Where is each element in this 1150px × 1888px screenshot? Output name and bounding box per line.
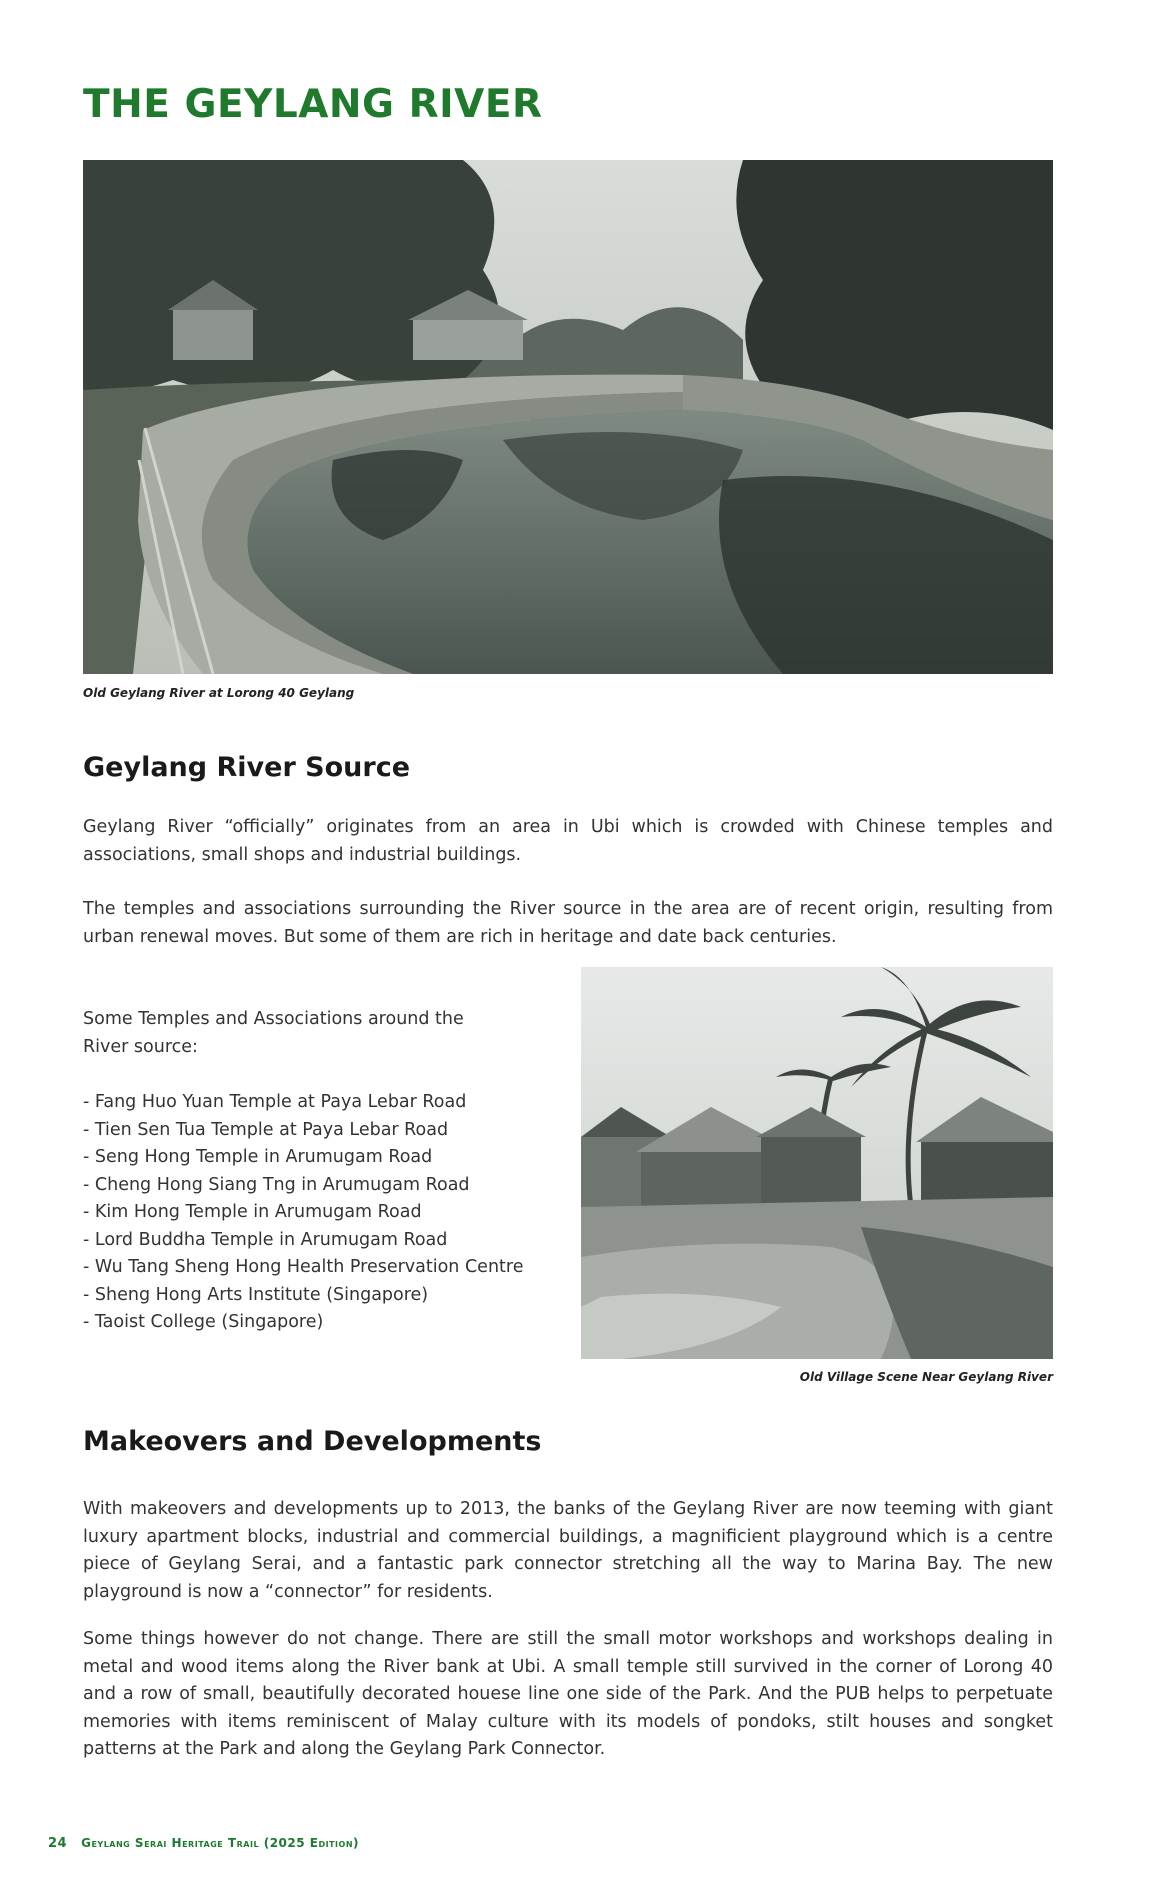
photo-village-caption: Old Village Scene Near Geylang River	[799, 1370, 1053, 1384]
list-item: - Wu Tang Sheng Hong Health Preservation Centre	[83, 1254, 553, 1282]
list-item: - Taoist College (Singapore)	[83, 1309, 553, 1337]
list-item: - Sheng Hong Arts Institute (Singapore)	[83, 1282, 553, 1310]
footer-title: Geylang Serai Heritage Trail (2025 Edition)	[81, 1836, 360, 1850]
list-item: - Fang Huo Yuan Temple at Paya Lebar Road	[83, 1089, 553, 1117]
section-heading-makeovers: Makeovers and Developments	[83, 1426, 542, 1457]
photo-main-caption: Old Geylang River at Lorong 40 Geylang	[83, 686, 355, 700]
paragraph: The temples and associations surrounding the River source in the area are of recent origin, resulting from urban renewal moves. But some of them are rich in heritage and date back centuries.	[83, 899, 1053, 947]
section-heading-river-source: Geylang River Source	[83, 752, 411, 783]
paragraph: Geylang River “officially” originates from an area in Ubi which is crowded with Chinese temples and associations, small shops and industrial buildings.	[83, 817, 1053, 865]
page-title: THE GEYLANG RIVER	[83, 82, 543, 127]
list-item: - Seng Hong Temple in Arumugam Road	[83, 1144, 553, 1172]
old-geylang-river-photo	[83, 160, 1053, 674]
list-item: - Lord Buddha Temple in Arumugam Road	[83, 1227, 553, 1255]
list-item: - Tien Sen Tua Temple at Paya Lebar Road	[83, 1117, 553, 1145]
temple-list-intro: Some Temples and Associations around the River source:	[83, 1009, 464, 1057]
paragraph: Some things however do not change. There are still the small motor workshops and workshops dealing in metal and wood items along the River bank at Ubi. A small temple still survived in the corner of Lorong 40 and a row of small, beautifully decorated houese line one side of the Park. And the PUB helps to perpetuate memories with items reminiscent of Malay culture with its models of pondoks, stilt houses and songket patterns at the Park and along the Geylang Park Connector.	[83, 1629, 1053, 1759]
page-number: 24	[48, 1836, 68, 1851]
page-footer	[48, 1836, 359, 1851]
temple-list	[83, 1089, 553, 1337]
old-village-scene-photo	[581, 967, 1053, 1359]
list-item: - Kim Hong Temple in Arumugam Road	[83, 1199, 553, 1227]
list-item: - Cheng Hong Siang Tng in Arumugam Road	[83, 1172, 553, 1200]
paragraph: With makeovers and developments up to 2013, the banks of the Geylang River are now teeming with giant luxury apartment blocks, industrial and commercial buildings, a magnificient playground which is a centre piece of Geylang Serai, and a fantastic park connector stretching all the way to Marina Bay. The new playground is now a “connector” for residents.	[83, 1499, 1053, 1602]
